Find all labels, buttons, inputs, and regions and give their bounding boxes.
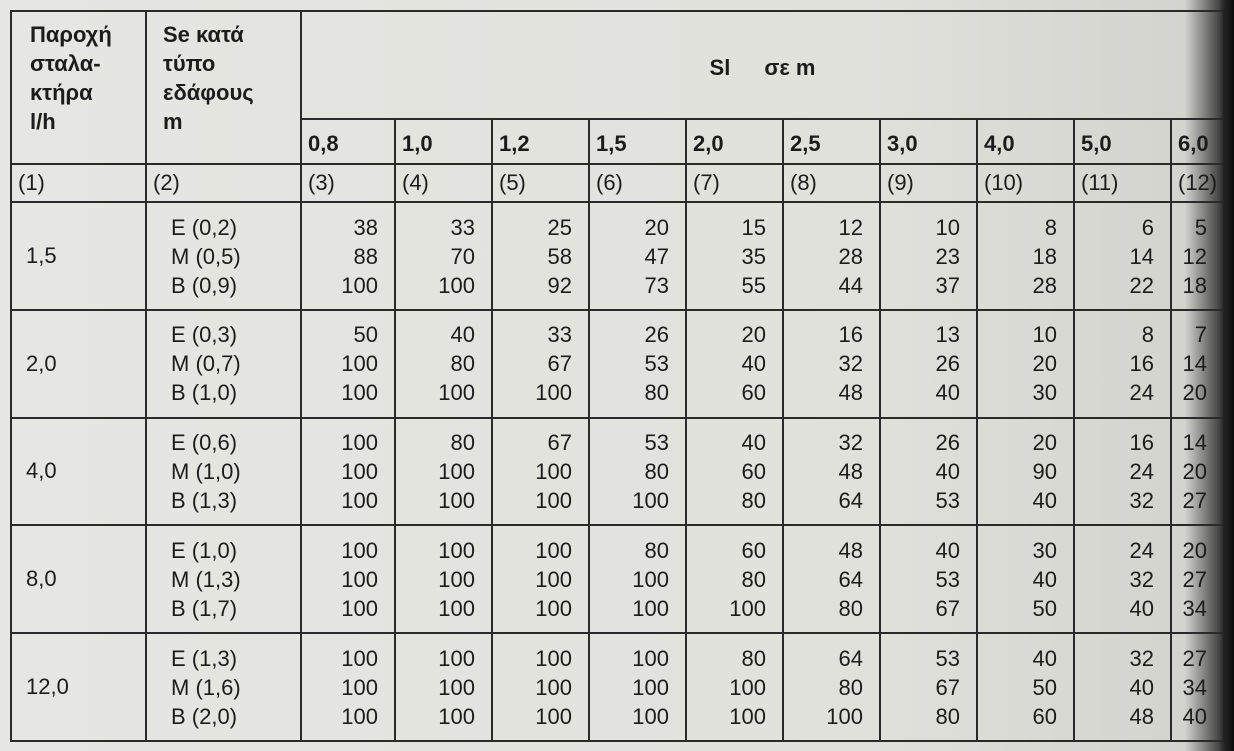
spacing-header-cell: 6,0: [1171, 119, 1224, 164]
value: 8: [1141, 322, 1154, 348]
value: 12: [838, 214, 863, 240]
value: 100: [341, 595, 378, 621]
value: 53: [644, 351, 669, 377]
table-row: [11, 525, 1224, 633]
value-cell: [301, 633, 395, 741]
spacing-header-cell: 5,0: [1074, 119, 1171, 164]
value-cell: [589, 525, 686, 633]
soil-type-line: E (0,3): [171, 322, 238, 348]
value: 100: [535, 537, 572, 563]
value-cell: [977, 202, 1074, 310]
value: 40: [741, 351, 766, 377]
value: 40: [1182, 703, 1207, 729]
value: 32: [1129, 566, 1154, 592]
value: 7: [1194, 322, 1207, 348]
column-number-cell: (8): [783, 164, 880, 202]
value-cell: [977, 633, 1074, 741]
column-number-row: [11, 164, 1224, 202]
value: 34: [1182, 674, 1207, 700]
value: 24: [1129, 459, 1154, 485]
value: 48: [1129, 703, 1154, 729]
value: 100: [632, 645, 669, 671]
value: 80: [935, 703, 960, 729]
value: 100: [729, 595, 766, 621]
value: 18: [1032, 243, 1057, 269]
value: 40: [1032, 645, 1057, 671]
value: 100: [632, 488, 669, 514]
value-cell: [880, 202, 977, 310]
soil-type-line: M (1,6): [171, 674, 241, 700]
spacing-table: [10, 10, 1225, 742]
value-cell: [1171, 202, 1224, 310]
value: 67: [935, 595, 960, 621]
column-number-cell: (12): [1171, 164, 1224, 202]
soil-type-line: E (1,3): [171, 645, 238, 671]
column-number-cell: (2): [146, 164, 301, 202]
value: 20: [1032, 430, 1057, 456]
value: 80: [741, 645, 766, 671]
value: 40: [935, 537, 960, 563]
value-cell: [395, 633, 492, 741]
value-cell: [589, 418, 686, 526]
value: 33: [450, 214, 475, 240]
column-number-cell: (4): [395, 164, 492, 202]
soil-type-line: B (1,3): [171, 488, 238, 514]
value: 80: [644, 380, 669, 406]
value: 27: [1182, 566, 1207, 592]
value: 20: [1182, 459, 1207, 485]
value-cell: [301, 525, 395, 633]
value-cell: [1074, 525, 1171, 633]
column-number-cell: (10): [977, 164, 1074, 202]
value-cell: [395, 202, 492, 310]
soil-type-line: E (0,6): [171, 430, 238, 456]
scan-edge-shadow: [1220, 0, 1234, 751]
value: 23: [935, 243, 960, 269]
value-cell: [492, 525, 589, 633]
value: 100: [438, 488, 475, 514]
value: 100: [341, 380, 378, 406]
value: 20: [1182, 537, 1207, 563]
value: 24: [1129, 380, 1154, 406]
si-unit: σε m: [764, 54, 816, 80]
value-cell: [492, 633, 589, 741]
header-soil-type: Se κατά τύπο εδάφους m: [146, 11, 301, 164]
value: 38: [353, 214, 378, 240]
value: 55: [741, 272, 766, 298]
value: 15: [741, 214, 766, 240]
value: 30: [1032, 537, 1057, 563]
value: 53: [935, 645, 960, 671]
value: 88: [353, 243, 378, 269]
value: 100: [632, 566, 669, 592]
spacing-header-cell: 3,0: [880, 119, 977, 164]
value-cell: [492, 418, 589, 526]
value-cell: [492, 202, 589, 310]
table-row: [11, 418, 1224, 526]
value: 27: [1182, 488, 1207, 514]
value: 10: [935, 214, 960, 240]
value: 100: [729, 703, 766, 729]
value-cell: [395, 525, 492, 633]
value: 40: [1032, 566, 1057, 592]
value-cell: [783, 202, 880, 310]
value: 20: [1182, 380, 1207, 406]
value: 100: [341, 566, 378, 592]
soil-type-cell: [146, 633, 301, 741]
soil-type-cell: [146, 418, 301, 526]
value: 32: [1129, 488, 1154, 514]
soil-type-line: M (0,7): [171, 351, 241, 377]
value: 67: [547, 351, 572, 377]
value: 100: [438, 645, 475, 671]
value: 100: [341, 537, 378, 563]
value: 53: [644, 430, 669, 456]
value: 32: [1129, 645, 1154, 671]
value-cell: [977, 418, 1074, 526]
value: 50: [353, 322, 378, 348]
value: 60: [741, 537, 766, 563]
value: 100: [341, 272, 378, 298]
value: 80: [450, 351, 475, 377]
value: 40: [741, 430, 766, 456]
value: 100: [341, 645, 378, 671]
value: 80: [741, 566, 766, 592]
value: 16: [838, 322, 863, 348]
value-cell: [880, 633, 977, 741]
value: 14: [1129, 243, 1154, 269]
table-row: [11, 310, 1224, 418]
flow-rate-cell: 4,0: [11, 418, 146, 526]
value-cell: [1074, 310, 1171, 418]
value-cell: [783, 525, 880, 633]
value: 5: [1194, 214, 1207, 240]
value: 26: [935, 351, 960, 377]
value-cell: [301, 202, 395, 310]
value-cell: [395, 418, 492, 526]
flow-rate-cell: 12,0: [11, 633, 146, 741]
value: 73: [644, 272, 669, 298]
soil-type-line: M (1,3): [171, 566, 241, 592]
value: 100: [826, 703, 863, 729]
value: 47: [644, 243, 669, 269]
value-cell: [686, 202, 783, 310]
value: 100: [438, 566, 475, 592]
value-cell: [977, 310, 1074, 418]
soil-type-cell: [146, 310, 301, 418]
value: 53: [935, 488, 960, 514]
value: 100: [438, 380, 475, 406]
value: 48: [838, 537, 863, 563]
value-cell: [301, 418, 395, 526]
value: 32: [838, 351, 863, 377]
value: 24: [1129, 537, 1154, 563]
value: 100: [438, 674, 475, 700]
si-title: Sl: [709, 54, 731, 80]
value: 44: [838, 272, 863, 298]
value: 40: [1129, 674, 1154, 700]
value: 100: [438, 459, 475, 485]
value: 53: [935, 566, 960, 592]
soil-type-line: B (0,9): [171, 272, 238, 298]
value-cell: [589, 633, 686, 741]
value: 40: [935, 459, 960, 485]
spacing-header-cell: 2,0: [686, 119, 783, 164]
value: 6: [1141, 214, 1154, 240]
value-cell: [977, 525, 1074, 633]
value: 100: [535, 380, 572, 406]
value: 100: [438, 595, 475, 621]
value: 60: [741, 380, 766, 406]
column-number-cell: (6): [589, 164, 686, 202]
column-number-cell: (7): [686, 164, 783, 202]
value-cell: [492, 310, 589, 418]
soil-type-line: M (1,0): [171, 459, 241, 485]
value: 100: [632, 703, 669, 729]
value: 8: [1044, 214, 1057, 240]
value: 100: [535, 459, 572, 485]
value: 100: [535, 566, 572, 592]
table-row: [11, 202, 1224, 310]
soil-type-line: M (0,5): [171, 243, 241, 269]
value: 33: [547, 322, 572, 348]
value-cell: [880, 310, 977, 418]
value: 80: [838, 595, 863, 621]
flow-rate-cell: 2,0: [11, 310, 146, 418]
column-number-cell: (5): [492, 164, 589, 202]
value: 100: [535, 488, 572, 514]
value: 100: [535, 674, 572, 700]
value: 40: [935, 380, 960, 406]
value: 80: [644, 537, 669, 563]
value: 100: [632, 674, 669, 700]
value: 25: [547, 214, 572, 240]
value: 40: [450, 322, 475, 348]
value: 60: [741, 459, 766, 485]
spacing-header-cell: 2,5: [783, 119, 880, 164]
value: 64: [838, 488, 863, 514]
value-cell: [783, 633, 880, 741]
value: 100: [341, 703, 378, 729]
value-cell: [589, 310, 686, 418]
value: 60: [1032, 703, 1057, 729]
value: 26: [644, 322, 669, 348]
value-cell: [1074, 418, 1171, 526]
value-cell: [686, 633, 783, 741]
value: 40: [1129, 595, 1154, 621]
spacing-header-cell: 0,8: [301, 119, 395, 164]
value-cell: [1171, 310, 1224, 418]
value: 100: [341, 488, 378, 514]
value: 30: [1032, 380, 1057, 406]
value-cell: [589, 202, 686, 310]
value: 100: [341, 674, 378, 700]
value: 48: [838, 380, 863, 406]
value: 20: [1032, 351, 1057, 377]
value-cell: [1171, 418, 1224, 526]
column-number-cell: (11): [1074, 164, 1171, 202]
value: 50: [1032, 595, 1057, 621]
value-cell: [686, 418, 783, 526]
soil-type-line: B (1,0): [171, 380, 238, 406]
header-si-spacing: [301, 11, 1224, 119]
flow-rate-cell: 1,5: [11, 202, 146, 310]
value: 10: [1032, 322, 1057, 348]
value: 67: [935, 674, 960, 700]
value: 12: [1182, 243, 1207, 269]
value: 67: [547, 430, 572, 456]
value: 80: [644, 459, 669, 485]
value-cell: [880, 418, 977, 526]
value-cell: [1171, 633, 1224, 741]
table-row: [11, 633, 1224, 741]
value-cell: [783, 310, 880, 418]
value: 16: [1129, 430, 1154, 456]
soil-type-line: E (1,0): [171, 537, 238, 563]
spacing-header-cell: 1,0: [395, 119, 492, 164]
spacing-header-cell: 4,0: [977, 119, 1074, 164]
value: 26: [935, 430, 960, 456]
value: 35: [741, 243, 766, 269]
value-cell: [1074, 202, 1171, 310]
column-number-cell: (9): [880, 164, 977, 202]
value: 100: [535, 595, 572, 621]
value: 92: [547, 272, 572, 298]
value-cell: [880, 525, 977, 633]
header-emitter-flow: Παροχή σταλα- κτήρα l/h: [11, 11, 146, 164]
value: 100: [438, 537, 475, 563]
value: 100: [535, 645, 572, 671]
value: 27: [1182, 645, 1207, 671]
soil-type-line: E (0,2): [171, 214, 238, 240]
value: 40: [1032, 488, 1057, 514]
value-cell: [783, 418, 880, 526]
value-cell: [686, 310, 783, 418]
value: 100: [341, 459, 378, 485]
value: 18: [1182, 272, 1207, 298]
value-cell: [395, 310, 492, 418]
flow-rate-cell: 8,0: [11, 525, 146, 633]
value-cell: [686, 525, 783, 633]
value: 14: [1182, 351, 1207, 377]
value: 70: [450, 243, 475, 269]
value: 58: [547, 243, 572, 269]
value: 34: [1182, 595, 1207, 621]
value: 48: [838, 459, 863, 485]
value-cell: [1171, 525, 1224, 633]
value: 64: [838, 566, 863, 592]
value: 80: [450, 430, 475, 456]
value-cell: [1074, 633, 1171, 741]
value: 100: [632, 595, 669, 621]
value: 100: [438, 272, 475, 298]
value: 28: [838, 243, 863, 269]
soil-type-cell: [146, 202, 301, 310]
column-number-cell: (1): [11, 164, 146, 202]
spacing-header-cell: 1,5: [589, 119, 686, 164]
value: 50: [1032, 674, 1057, 700]
value: 64: [838, 645, 863, 671]
value: 90: [1032, 459, 1057, 485]
soil-type-line: B (2,0): [171, 703, 238, 729]
value: 20: [644, 214, 669, 240]
value: 80: [838, 674, 863, 700]
value-cell: [301, 310, 395, 418]
column-number-cell: (3): [301, 164, 395, 202]
value: 100: [535, 703, 572, 729]
value: 100: [438, 703, 475, 729]
value: 28: [1032, 272, 1057, 298]
value: 20: [741, 322, 766, 348]
spacing-header-cell: 1,2: [492, 119, 589, 164]
soil-type-line: B (1,7): [171, 595, 238, 621]
value: 100: [341, 351, 378, 377]
soil-type-cell: [146, 525, 301, 633]
value: 14: [1182, 430, 1207, 456]
value: 100: [729, 674, 766, 700]
value: 13: [935, 322, 960, 348]
value: 16: [1129, 351, 1154, 377]
value: 100: [341, 430, 378, 456]
value: 37: [935, 272, 960, 298]
value: 32: [838, 430, 863, 456]
value: 80: [741, 488, 766, 514]
value: 22: [1129, 272, 1154, 298]
